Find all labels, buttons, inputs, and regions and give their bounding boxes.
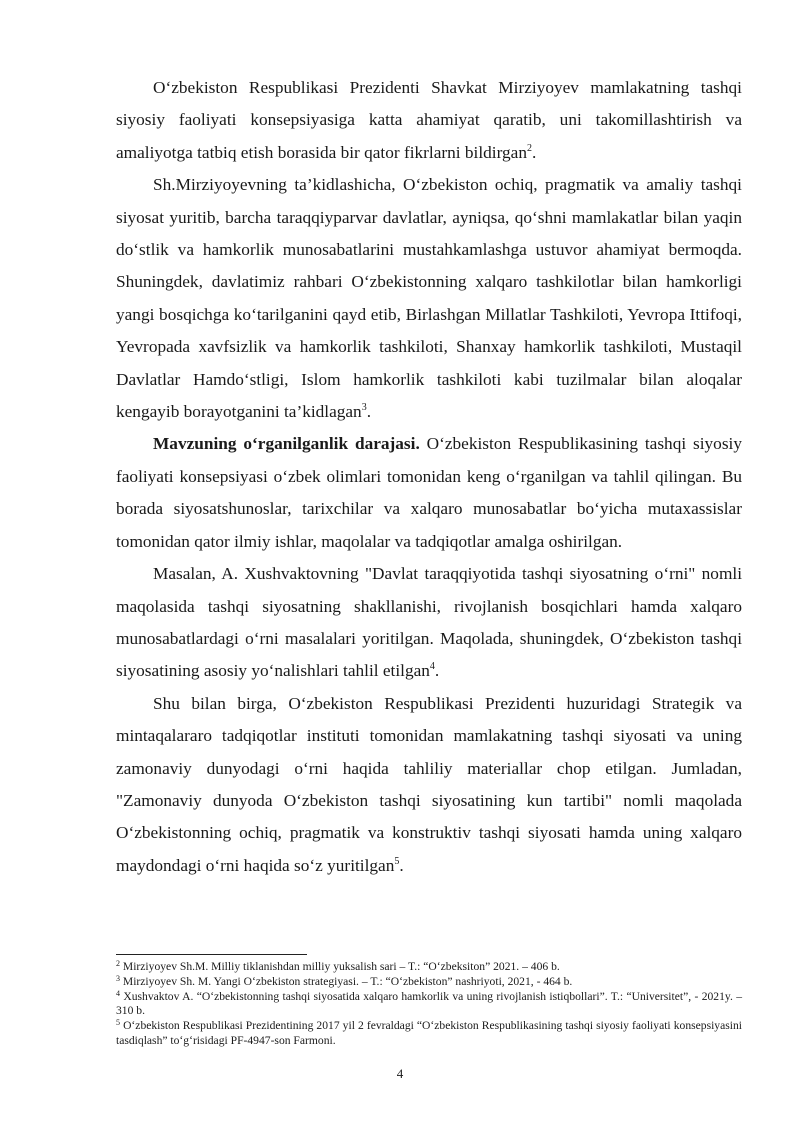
footnote-mark: 2	[116, 959, 120, 968]
footnote-separator	[116, 954, 307, 955]
paragraph-5	[116, 688, 742, 882]
page-number: 4	[396, 1066, 404, 1081]
footnote-mark: 3	[116, 973, 120, 983]
paragraph-2	[116, 169, 742, 428]
paragraph-text: Masalan, A. Xushvaktovning "Davlat taraqqiyotida tashqi siyosatning o‘rni" nomli maqolasida tashqi siyosatning shakllanishi, rivojlanish bosqichlari hamda xalqaro munosabatlardagi o‘rni masalalari yoritilgan. Maqolada, shuningdek, O‘zbekiston tashqi siyosatining asosiy yo‘nalishlari tahlil etilgan	[116, 564, 742, 681]
footnote-text: O‘zbekiston Respublikasi Prezidentining 2017 yil 2 fevraldagi “O‘zbekiston Respublikasining tashqi siyosiy faoliyati konsepsiyasini tasdiqlash” to‘g‘risidagi PF-4947-son Farmoni.	[116, 1019, 742, 1047]
footnote-reference: 4	[429, 661, 435, 673]
footnote-text: Xushvaktov A. “O‘zbekistonning tashqi siyosatida xalqaro hamkorlik va uning rivojlanish istiqbollari”. T.: “Universitet”, - 2021y. – 310 b.	[116, 989, 742, 1018]
footnote-3	[116, 975, 742, 990]
footnote-reference: 2	[526, 142, 532, 154]
paragraph-end: .	[434, 661, 440, 681]
paragraph-text: Sh.Mirziyoyevning ta’kidlashicha, O‘zbekiston ochiq, pragmatik va amaliy tashqi siyosat yuritib, barcha taraqqiyparvar davlatlar, ayniqsa, qo‘shni mamlakatlar bilan yaqin do‘stlik va hamkorlik munosabatlarini mustahkamlashga ustuvor ahamiyat bermoqda. Shuningdek, davlatimiz rahbari O‘zbekistonning xalqaro tashkilotlar bilan hamkorligi yangi bosqichga ko‘tarilganini qayd etib, Birlashgan Millatlar Tashkiloti, Yevropa Ittifoqi, Yevropada xavfsizlik va hamkorlik tashkiloti, Shanxay hamkorlik tashkiloti, Mustaqil Davlatlar Hamdo‘stligi, Islom hamkorlik tashkiloti kabi tuzilmalar bilan aloqalar kengayib borayotganini ta’kidlagan	[116, 175, 742, 422]
footnote-text: Mirziyoyev Sh. M. Yangi O‘zbekiston strategiyasi. – T.: “O‘zbekiston” nashriyoti, 2021, - 464 b.	[120, 974, 573, 988]
footnotes	[116, 960, 742, 1049]
footnote-4	[116, 990, 742, 1020]
paragraph-text: Shu bilan birga, O‘zbekiston Respublikasi Prezidenti huzuridagi Strategik va mintaqalararo tadqiqotlar instituti tomonidan mamlakatning tashqi siyosati va uning zamonaviy dunyodagi o‘rni haqida tahliliy materiallar chop etilgan. Jumladan, "Zamonaviy dunyoda O‘zbekiston tashqi siyosatining kun tartibi" nomli maqolada O‘zbekistonning ochiq, pragmatik va konstruktiv tashqi siyosati hamda uning xalqaro maydondagi o‘rni haqida so‘z yuritilgan	[116, 693, 742, 875]
paragraph-4	[116, 558, 742, 688]
paragraph-end: .	[531, 142, 537, 162]
paragraph-text: O‘zbekiston Respublikasi Prezidenti Shavkat Mirziyoyev mamlakatning tashqi siyosiy faoliyati konsepsiyasiga katta ahamiyat qaratib, uni takomillashtirish va amaliyotga tatbiq etish borasida bir qator fikrlarni bildirgan	[116, 78, 742, 162]
section-heading: Mavzuning o‘rganilganlik darajasi.	[153, 434, 420, 454]
paragraph-end: .	[399, 855, 404, 875]
footnote-text: Mirziyoyev Sh.M. Milliy tiklanishdan milliy yuksalish sari – T.: “O‘zbeksiton” 2021. – 406 b.	[120, 960, 560, 973]
paragraph-3	[116, 428, 742, 558]
footnote-mark: 4	[116, 988, 120, 998]
footnote-reference: 5	[394, 855, 400, 867]
footnote-2	[116, 960, 742, 975]
footnote-mark: 5	[116, 1018, 120, 1028]
body-text	[116, 72, 742, 882]
paragraph-1	[116, 72, 742, 169]
paragraph-end: .	[366, 402, 372, 422]
footnote-reference: 3	[361, 402, 367, 414]
footnote-5	[116, 1019, 742, 1049]
paragraph-text: O‘zbekiston Respublikasining tashqi siyosiy faoliyati konsepsiyasi o‘zbek olimlari tomonidan keng o‘rganilgan va tahlil qilingan. Bu borada siyosatshunoslar, tarixchilar va xalqaro munosabatlar bo‘yicha mutaxassislar tomonidan qator ilmiy ishlar, maqolalar va tadqiqotlar amalga oshirilgan.	[116, 434, 742, 551]
